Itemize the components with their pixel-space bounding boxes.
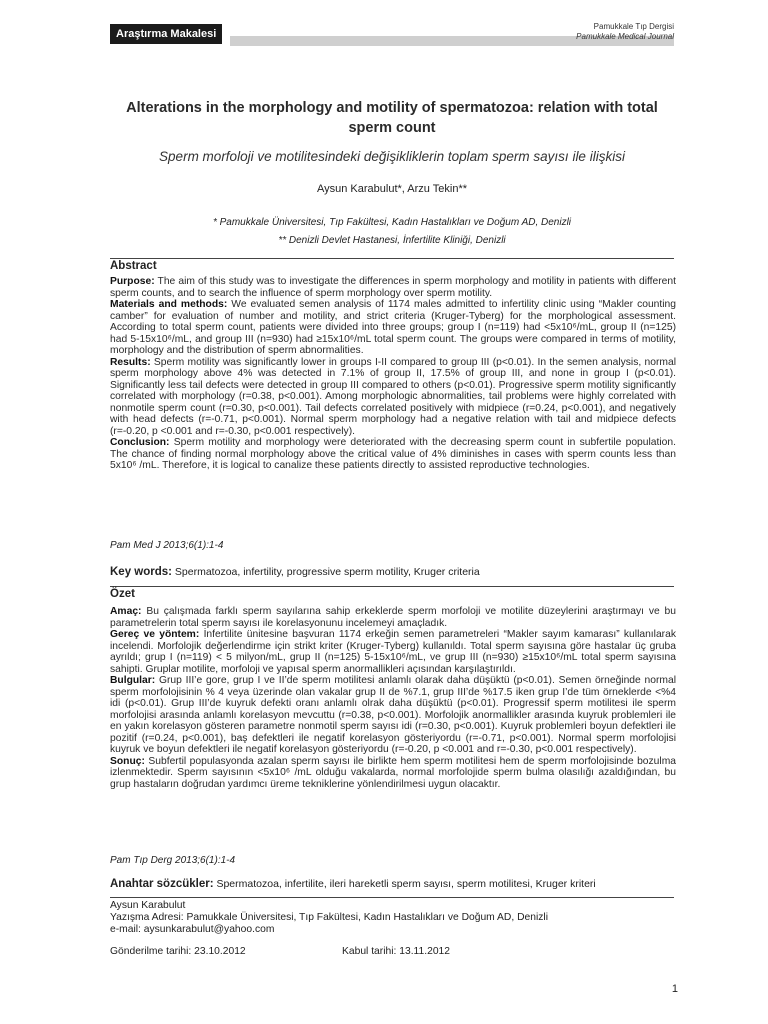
- divider: [110, 258, 674, 259]
- gerec-label: Gereç ve yöntem:: [110, 629, 200, 640]
- correspondence-email[interactable]: e-mail: aysunkarabulut@yahoo.com: [110, 924, 275, 935]
- keywords-label: Key words:: [110, 566, 172, 578]
- gerec-text: İnfertilite ünitesine başvuran 1174 erkeğin semen parametreleri “Makler sayım kamarası” kullanılarak incelendi. Morfolojik değerlendirme için strikt kriter (Kruger-Tyberg) kullanıldı. Total sperm sayısına göre hastalar üç gruba ayrıldı; grup I (n=119) < 5 milyon/mL, grup II (n=125) 5-15x10⁶/mL, ve grup III (n=930) ≥15x10⁶/mL total sperm sayısına sahipti. Gruplar motilite, morfoloji ve yapısal sperm anormallikleri açısından karşılaştırıldı.: [110, 629, 676, 675]
- purpose-text: The aim of this study was to investigate the differences in sperm morphology and motility in patients with different sperm counts, and to search the influence of sperm morphology over sperm motility.: [110, 276, 676, 299]
- submitted-date: Gönderilme tarihi: 23.10.2012: [110, 946, 246, 957]
- abstract-heading: Abstract: [110, 260, 157, 272]
- sonuc-text: Subfertil populasyonda azalan sperm sayısı ile birlikte hem sperm motilitesi hem de sperm morfolojisinde bozulma izlenmektedir. Sperm sayısının <5x10⁶ /mL olduğu vakalarda, normal morfolojide sperm bulma olasılığı azaldığından, bu grup hastaların doğrudan yardımcı üreme tekniklerine yönlendirilmesi uygun olacaktır.: [110, 755, 676, 790]
- correspondence: [110, 900, 676, 936]
- conclusion-label: Conclusion:: [110, 437, 170, 448]
- page-header: [110, 24, 674, 46]
- amac-text: Bu çalışmada farklı sperm sayılarına sahip erkeklerde sperm morfoloji ve motilite düzeylerini araştırmayı ve bu parametrelerin total sperm sayısı ile korelasyonunu incelemeyi amaçladık.: [110, 606, 676, 629]
- affiliation-1: * Pamukkale Üniversitesi, Tıp Fakültesi, Kadın Hastalıkları ve Doğum AD, Denizli: [212, 217, 572, 228]
- results-label: Results:: [110, 356, 151, 368]
- section-badge: Araştırma Makalesi: [110, 24, 222, 44]
- keywords-text: Spermatozoa, infertility, progressive sperm motility, Kruger criteria: [174, 566, 480, 578]
- bulgular-label: Bulgular:: [110, 675, 156, 686]
- sonuc-label: Sonuç:: [110, 755, 145, 767]
- ozet-amac: [110, 606, 676, 629]
- page-number: 1: [671, 983, 678, 995]
- methods-text: We evaluated semen analysis of 1174 males admitted to infertility clinic using “Makler counting camber” for evaluation of number and motility, and strict criteria (Kruger-Tyberg) for the morphological assessment. According to total sperm count, patients were divided into three groups; group I (n=119) had <5x10⁶/mL, group II (n=125) had 5-15x10⁶/mL, and group III (n=930) had ≥15x10⁶/mL total sperm count. The groups were compared in terms of motility, morphology and the distribution of sperm abnormalities.: [110, 299, 676, 356]
- abstract-results: [110, 357, 676, 438]
- ozet-sonuc: [110, 756, 676, 791]
- affiliation-2: ** Denizli Devlet Hastanesi, İnfertilite Kliniği, Denizli: [278, 235, 506, 246]
- amac-label: Amaç:: [110, 606, 142, 617]
- correspondence-name: Aysun Karabulut: [110, 900, 186, 911]
- abstract-purpose: [110, 276, 676, 299]
- ozet-gerec: [110, 629, 676, 675]
- correspondence-address: Yazışma Adresi: Pamukkale Üniversitesi, Tıp Fakültesi, Kadın Hastalıkları ve Doğum AD, Denizli: [110, 912, 548, 923]
- divider: [110, 586, 674, 587]
- abstract-conclusion: [110, 437, 676, 472]
- abstract-body: [110, 276, 676, 472]
- ozet-bulgular: [110, 675, 676, 756]
- anahtar-sozcukler: [110, 878, 676, 890]
- keywords: [110, 566, 676, 578]
- abstract-methods: [110, 299, 676, 357]
- citation-tr: Pam Tıp Derg 2013;6(1):1-4: [110, 855, 236, 866]
- journal-name-en: Pamukkale Medical Journal: [576, 32, 674, 41]
- divider: [110, 897, 674, 898]
- accepted-date: Kabul tarihi: 13.11.2012: [342, 946, 451, 957]
- conclusion-text: Sperm motility and morphology were deteriorated with the decreasing sperm count in subfertile population. The chance of finding normal morphology above the critical value of 4% diminishes in cases with sperm counts less than 5x10⁶ /mL. Therefore, it is logical to canalize these patients directly to assisted reproductive technologies.: [110, 437, 676, 471]
- ozet-body: [110, 606, 676, 790]
- results-text: Sperm motility was significantly lower in groups I-II compared to group III (p<0.01). In the semen analysis, normal sperm morphology above 4% was detected in 7.1% of group II, 17.5% of group III, and none in group I (p<0.01). Significantly less tail defects were detected in group III compared to others (p<0.01). Progressive sperm motility significantly correlated with morphology (r=0.38, p<0.001). Among morphologic abnormalities, tail problems were highly correlated with nonmotile sperm count (r=0.30, p<0.001). Tail defects correlated positively with midpiece (r=0.24, p<0.001), and negatively with head defects (r=-0.71, p<0.001). Normal sperm morphology had a negative relation with tail and midpiece defects (r=-0.20, p <0.001 and r=-0.30, p<0.001 respectively).: [110, 356, 676, 437]
- methods-label: Materials and methods:: [110, 299, 228, 310]
- purpose-label: Purpose:: [110, 276, 155, 287]
- journal-name-tr: Pamukkale Tıp Dergisi: [593, 22, 674, 31]
- article-subtitle: Sperm morfoloji ve motilitesindeki değişikliklerin toplam sperm sayısı ile ilişkisi: [159, 149, 625, 164]
- anahtar-text: Spermatozoa, infertilite, ileri hareketli sperm sayısı, sperm motilitesi, Kruger kriteri: [216, 878, 596, 890]
- journal-name: [576, 22, 674, 42]
- authors: Aysun Karabulut*, Arzu Tekin**: [316, 183, 468, 195]
- article-title: Alterations in the morphology and motility of spermatozoa: relation with total sperm count: [126, 100, 658, 136]
- citation-en: Pam Med J 2013;6(1):1-4: [110, 540, 224, 551]
- anahtar-label: Anahtar sözcükler:: [110, 878, 214, 890]
- bulgular-text: Grup III’e gore, grup I ve II’de sperm motilitesi anlamlı olarak daha düşüktü (p<0.01). Semen örneğinde normal sperm morfolojisinin % 4 veya üzerinde olan vakalar grup II de %7.1, grup III’de %17.5 iken grup I’de tüm örneklerde <%4 idi (p<0.01). Grup III’de kuyruk defekti oranı anlamlı olrak daha düşüktü (p<0.01). Progressif sperm motilitesi ile sperm morfolojisi arasında anlamlı korelasyon mevcuttu (r=0.38, p<0.001). Morfolojik anormallikler arasında kuyruk problemleri ile en yakın korelasyon gösteren parametre nonmotil sperm sayısı idi (r=0.30, p<0.001). Kuyruk problemleri boyun defektleri ile pozitif (r=0.24, p<0.001), baş defektleri ile negatif korelasyon gösteriyordu (r=-0.71, p<0.001). Normal sperm morfolojisi kuyruk ve boyun defektleri ile negatif korelasyon gösteriyordu (r=-0.20, p <0.001 and r=-0.30, p<0.001 respectively).: [110, 675, 676, 755]
- ozet-heading: Özet: [110, 588, 135, 600]
